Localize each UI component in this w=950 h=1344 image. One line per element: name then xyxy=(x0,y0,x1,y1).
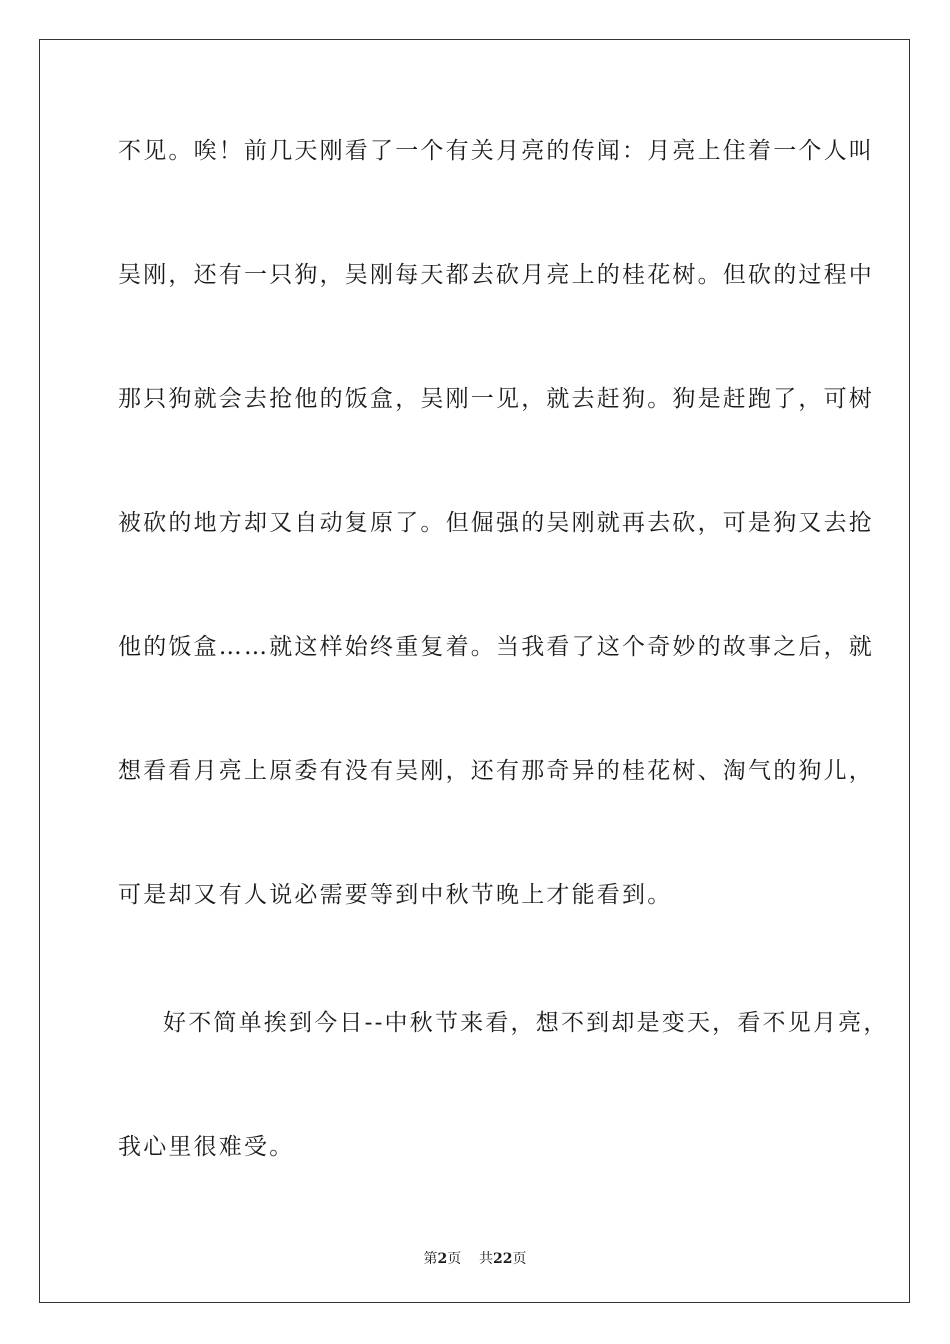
text-line-9: 我心里很难受。 xyxy=(118,1134,295,1160)
page-footer xyxy=(0,1248,950,1268)
total-suffix: 页 xyxy=(512,1251,527,1267)
text-line-2: 吴刚，还有一只狗，吴刚每天都去砍月亮上的桂花树。但砍的过程中 xyxy=(118,262,874,288)
text-line-4: 被砍的地方却又自动复原了。但倔强的吴刚就再去砍，可是狗又去抢 xyxy=(118,510,874,536)
total-pages: 22 xyxy=(493,1251,513,1267)
text-line-3: 那只狗就会去抢他的饭盒，吴刚一见，就去赶狗。狗是赶跑了，可树 xyxy=(118,386,874,412)
total-prefix: 共 xyxy=(479,1251,494,1267)
page-prefix: 第 xyxy=(423,1251,438,1267)
text-line-1: 不见。唉！前几天刚看了一个有关月亮的传闻：月亮上住着一个人叫 xyxy=(118,138,874,164)
page-frame xyxy=(39,39,910,1303)
page-suffix: 页 xyxy=(447,1251,462,1267)
text-line-5: 他的饭盒……就这样始终重复着。当我看了这个奇妙的故事之后，就 xyxy=(118,634,874,660)
text-line-6: 想看看月亮上原委有没有吴刚，还有那奇异的桂花树、淘气的狗儿， xyxy=(118,758,874,784)
text-line-7: 可是却又有人说必需要等到中秋节晚上才能看到。 xyxy=(118,882,673,908)
text-line-8: 好不简单挨到今日--中秋节来看，想不到却是变天，看不见月亮， xyxy=(163,1010,889,1036)
page-number: 2 xyxy=(437,1251,448,1267)
